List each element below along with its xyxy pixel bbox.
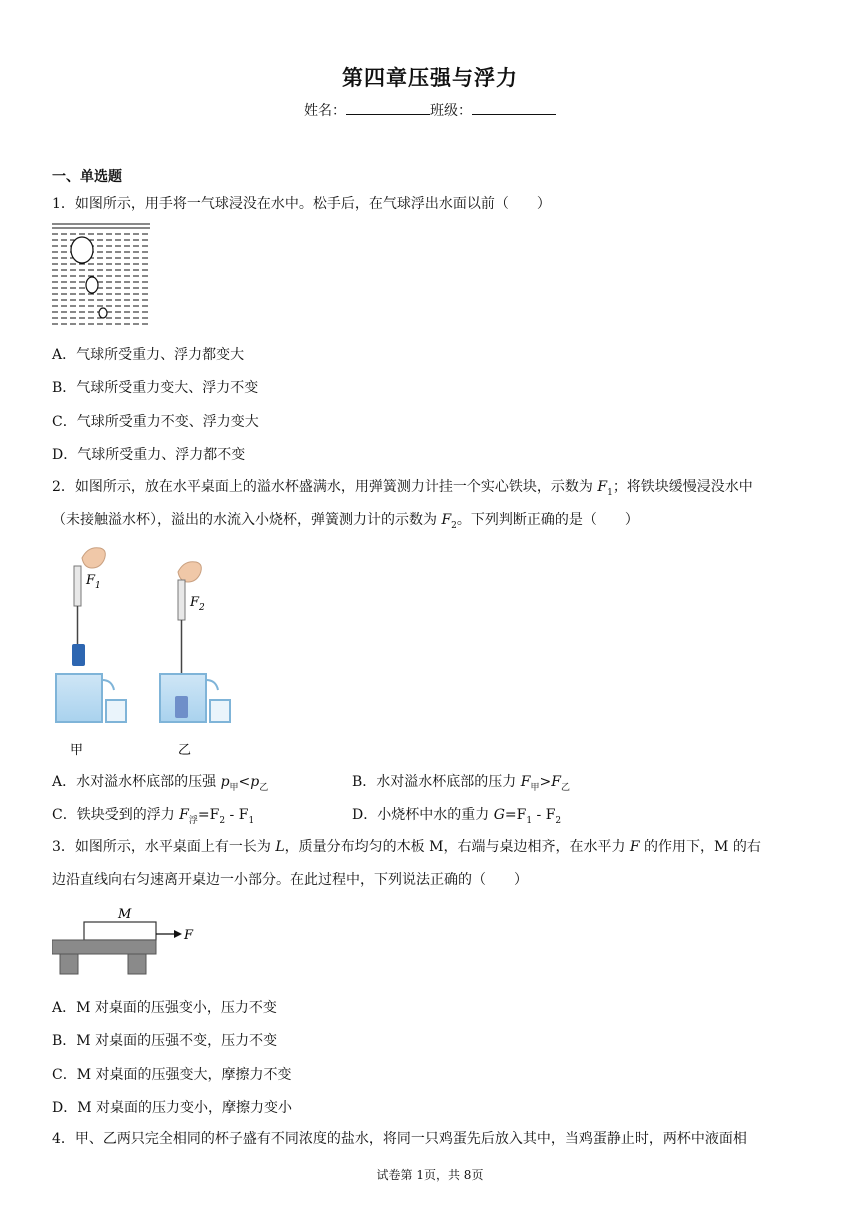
q1-option-a[interactable]: A．气球所受重力、浮力都变大 [52, 347, 245, 363]
q3-option-a[interactable]: A．M 对桌面的压强变小，压力不变 [52, 1000, 277, 1016]
q1-option-b[interactable]: B．气球所受重力变大、浮力不变 [52, 380, 259, 396]
section-heading: 一、单选题 [52, 169, 122, 185]
small-beaker-icon [210, 700, 230, 722]
q3-option-b[interactable]: B．M 对桌面的压强不变，压力不变 [52, 1033, 278, 1049]
q3-option-c[interactable]: C．M 对桌面的压强变大，摩擦力不变 [52, 1067, 292, 1083]
q4-stem: 4．甲、乙两只完全相同的杯子盛有不同浓度的盐水，将同一只鸡蛋先后放入其中，当鸡蛋静止时，两杯中液面相 [52, 1131, 747, 1147]
q1-stem: 1．如图所示，用手将一气球浸没在水中。松手后，在气球浮出水面以前（ ） [52, 196, 551, 212]
label-F1: $F_1$ [86, 573, 101, 591]
label-F2: $F_2$ [190, 595, 205, 613]
table-leg-right [128, 954, 146, 974]
student-info [0, 100, 860, 120]
q2-stem-line2: （未接触溢水杯），溢出的水流入小烧杯，弹簧测力计的示数为 $F_2$。下列判断正确的是（ ） [52, 512, 639, 531]
q2-figure-spring-scale [52, 540, 252, 760]
label-M: M [118, 907, 132, 922]
table-top [52, 940, 156, 954]
q2-option-d[interactable]: D．小烧杯中水的重力 $G=F_1 - F_2$ [352, 807, 562, 826]
balloon-medium [86, 277, 98, 293]
q3-stem-line2: 边沿直线向右匀速离开桌边一小部分。在此过程中，下列说法正确的（ ） [52, 872, 528, 888]
table-leg-left [60, 954, 78, 974]
class-blank[interactable] [472, 102, 556, 115]
balloon-large [71, 237, 93, 263]
spring-scale-icon [178, 580, 185, 620]
q2-option-c[interactable]: C．铁块受到的浮力 $F_浮=F_2 - F_1$ [52, 807, 255, 826]
balloon-small [99, 308, 107, 318]
overflow-cup-icon [56, 674, 102, 722]
q2-stem-line1: 2．如图所示，放在水平桌面上的溢水杯盛满水，用弹簧测力计挂一个实心铁块，示数为 $F_1$；将铁块缓慢浸没水中 [52, 479, 753, 498]
q2-option-b[interactable]: B．水对溢水杯底部的压力 $F_甲>F_乙$ [352, 774, 570, 793]
iron-block-icon [72, 644, 85, 666]
name-blank[interactable] [346, 102, 430, 115]
q3-option-d[interactable]: D．M 对桌面的压力变小，摩擦力变小 [52, 1100, 293, 1116]
label-yi: 乙 [178, 743, 192, 758]
hand-icon [82, 548, 105, 568]
board-M [84, 922, 156, 940]
name-label: 姓名： [304, 103, 346, 119]
q3-stem-line1: 3．如图所示，水平桌面上有一长为 L，质量分布均匀的木板 M，右端与桌边相齐，在水平力 F 的作用下，M 的右 [52, 839, 761, 855]
q3-figure-board-on-table [52, 902, 212, 982]
page-title: 第四章压强与浮力 [342, 66, 518, 90]
class-label: 班级： [430, 103, 472, 119]
spring-scale-icon [74, 566, 81, 606]
q1-option-c[interactable]: C．气球所受重力不变、浮力变大 [52, 414, 259, 430]
label-F: F [184, 928, 194, 943]
iron-block-icon [175, 696, 188, 718]
setup-yi [160, 562, 230, 722]
small-beaker-icon [106, 700, 126, 722]
page-footer: 试卷第 1页，共 8页 [376, 1168, 484, 1182]
q1-figure-water-balloons [52, 222, 152, 332]
hand-icon [178, 562, 201, 582]
label-jia: 甲 [70, 743, 84, 758]
q1-option-d[interactable]: D．气球所受重力、浮力都不变 [52, 447, 246, 463]
q2-option-a[interactable]: A．水对溢水杯底部的压强 $p_甲<p_乙$ [52, 774, 269, 793]
